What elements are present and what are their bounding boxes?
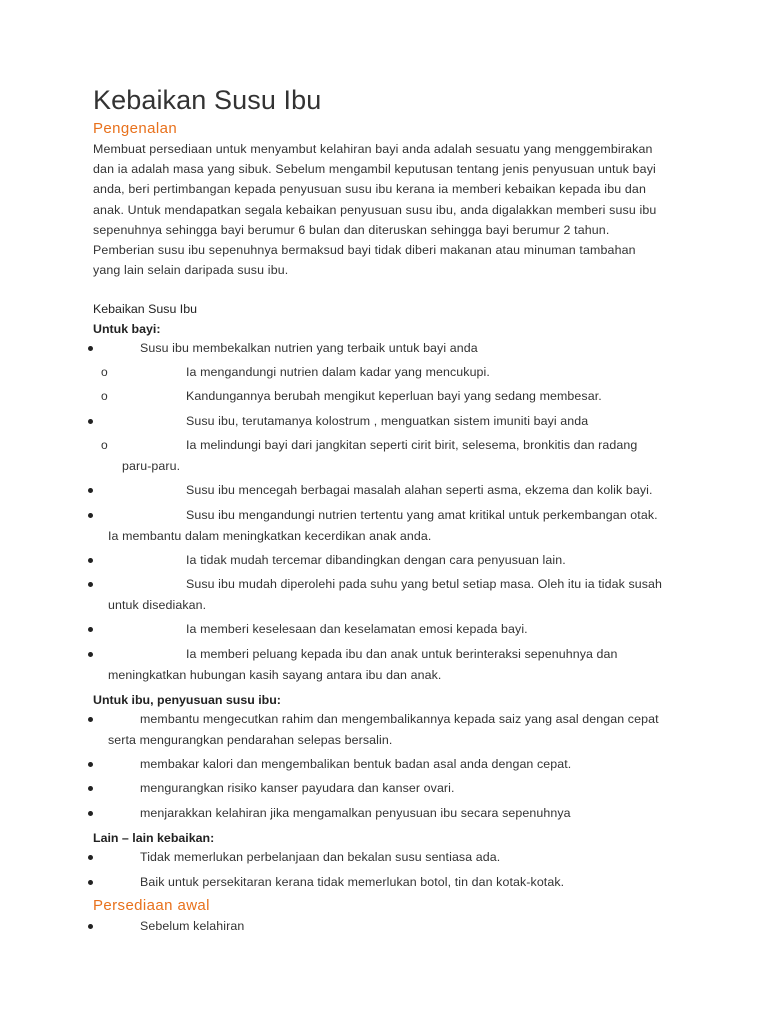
list-item (0, 780, 768, 800)
list-item-text: Baik untuk persekitaran kerana tidak memerlukan botol, tin dan kotak-kotak. (140, 875, 565, 889)
list-item (0, 874, 768, 894)
bullet-icon (88, 419, 93, 424)
intro-line: dan ia adalah masa yang sibuk. Sebelum mengambil keputusan tentang jenis penyusuan untuk bayi (93, 162, 656, 177)
intro-line: sepenuhnya sehingga bayi berumur 6 bulan dan diteruskan sehingga bayi berumur 2 tahun. (93, 222, 610, 237)
list-item (0, 646, 768, 666)
list-item (0, 621, 768, 641)
list-item-continuation (0, 597, 768, 617)
mother-heading: Untuk ibu, penyusuan susu ibu: (93, 693, 281, 707)
list-item-text: Ia memberi peluang kepada ibu dan anak untuk berinteraksi sepenuhnya dan (186, 647, 618, 661)
list-item-text: paru-paru. (122, 459, 181, 473)
list-item-text: Ia tidak mudah tercemar dibandingkan dengan cara penyusuan lain. (186, 553, 566, 567)
list-item-text: Ia memberi keselesaan dan keselamatan emosi kepada bayi. (186, 622, 528, 636)
intro-paragraph (93, 139, 688, 280)
intro-line: Pemberian susu ibu sepenuhnya bermaksud bayi tidak diberi makanan atau minuman tambahan (93, 243, 636, 258)
list-item-continuation (0, 732, 768, 752)
list-item (0, 413, 768, 433)
list-item (0, 805, 768, 825)
list-item-text: mengurangkan risiko kanser payudara dan kanser ovari. (140, 781, 455, 795)
list-item (0, 711, 768, 731)
bullet-icon (88, 811, 93, 816)
list-item (0, 756, 768, 776)
circle-bullet-icon: o (101, 438, 108, 452)
bullet-icon (88, 762, 93, 767)
list-item (0, 576, 768, 596)
bullet-icon (88, 717, 93, 722)
list-item-text: serta mengurangkan pendarahan selepas bersalin. (108, 733, 393, 747)
page-title: Kebaikan Susu Ibu (93, 85, 322, 115)
list-item-text: Ia melindungi bayi dari jangkitan seperti cirit birit, selesema, bronkitis dan radang (186, 438, 638, 452)
other-heading: Lain – lain kebaikan: (93, 831, 215, 845)
list-item (0, 918, 768, 938)
bullet-icon (88, 786, 93, 791)
intro-line: anak. Untuk mendapatkan segala kebaikan penyusuan susu ibu, anda digalakkan memberi susu ibu (93, 202, 657, 217)
list-item-text: meningkatkan hubungan kasih sayang antara ibu dan anak. (108, 668, 442, 682)
section-title-intro: Pengenalan (93, 120, 178, 137)
list-item (0, 364, 768, 384)
list-item-text: Susu ibu membekalkan nutrien yang terbaik untuk bayi anda (140, 341, 478, 355)
list-item-text: Tidak memerlukan perbelanjaan dan bekalan susu sentiasa ada. (140, 850, 501, 864)
section-title-prep: Persediaan awal (93, 897, 210, 914)
circle-bullet-icon: o (101, 389, 108, 403)
list-item (0, 437, 768, 457)
circle-bullet-icon: o (101, 365, 108, 379)
list-item-continuation (0, 667, 768, 687)
list-item (0, 849, 768, 869)
list-item-text: Kandungannya berubah mengikut keperluan bayi yang sedang membesar. (186, 389, 602, 403)
bullet-icon (88, 855, 93, 860)
bullet-icon (88, 652, 93, 657)
intro-line: yang lain selain daripada susu ibu. (93, 263, 289, 278)
baby-heading: Untuk bayi: (93, 322, 161, 336)
list-item-continuation (0, 528, 768, 548)
bullet-icon (88, 346, 93, 351)
benefits-heading: Kebaikan Susu Ibu (93, 302, 198, 316)
list-item-text: membantu mengecutkan rahim dan mengembalikannya kepada saiz yang asal dengan cepat (140, 712, 659, 726)
bullet-icon (88, 924, 93, 929)
list-item (0, 482, 768, 502)
list-item-text: untuk disediakan. (108, 598, 207, 612)
list-item-text: Sebelum kelahiran (140, 919, 245, 933)
list-item (0, 552, 768, 572)
list-item-text: Susu ibu mudah diperolehi pada suhu yang betul setiap masa. Oleh itu ia tidak susah (186, 577, 663, 591)
list-item-text: membakar kalori dan mengembalikan bentuk badan asal anda dengan cepat. (140, 757, 572, 771)
bullet-icon (88, 488, 93, 493)
bullet-icon (88, 513, 93, 518)
intro-line: Membuat persediaan untuk menyambut kelahiran bayi anda adalah sesuatu yang menggembirakan (93, 142, 653, 156)
list-item-text: menjarakkan kelahiran jika mengamalkan penyusuan ibu secara sepenuhnya (140, 806, 571, 820)
bullet-icon (88, 582, 93, 587)
list-item-text: Ia mengandungi nutrien dalam kadar yang mencukupi. (186, 365, 490, 379)
bullet-icon (88, 627, 93, 632)
list-item-continuation (0, 458, 768, 478)
intro-line: anda, beri pertimbangan kepada penyusuan susu ibu kerana ia memberi kebaikan kepada ibu dan (93, 182, 647, 197)
list-item-text: Susu ibu mengandungi nutrien tertentu yang amat kritikal untuk perkembangan otak. (186, 508, 658, 522)
list-item-text: Ia membantu dalam meningkatkan kecerdikan anak anda. (108, 529, 432, 543)
list-item (0, 340, 768, 360)
bullet-icon (88, 558, 93, 563)
list-item-text: Susu ibu, terutamanya kolostrum , menguatkan sistem imuniti bayi anda (186, 414, 589, 428)
list-item (0, 388, 768, 408)
list-item-text: Susu ibu mencegah berbagai masalah alahan seperti asma, ekzema dan kolik bayi. (186, 483, 653, 497)
list-item (0, 507, 768, 527)
bullet-icon (88, 880, 93, 885)
